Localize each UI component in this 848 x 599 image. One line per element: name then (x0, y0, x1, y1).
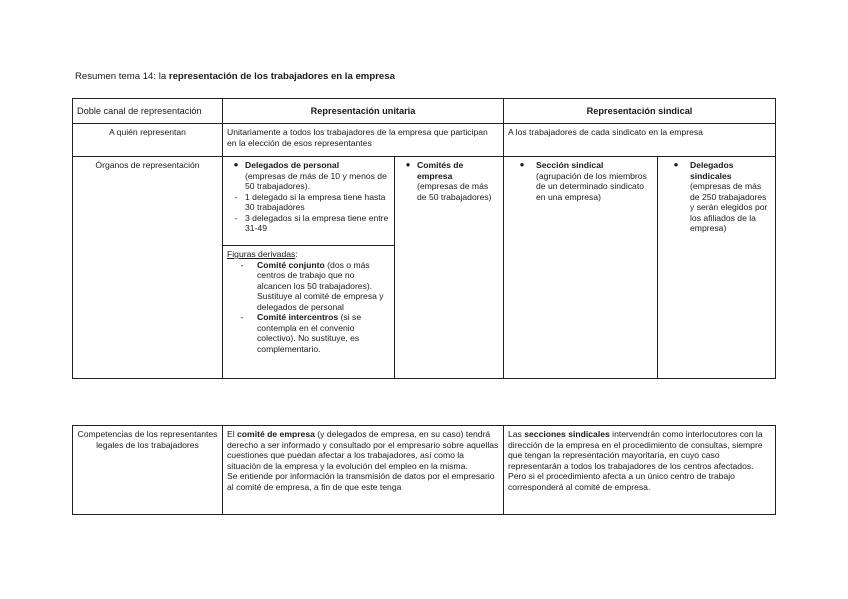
delegados-personal-subitem (227, 192, 390, 213)
comite-intercentros-item (227, 312, 390, 354)
bullet-icon: ● (405, 160, 411, 169)
representation-table (72, 98, 776, 379)
document-title (75, 71, 395, 82)
cell-competencias-unitaria: El comité de empresa (y delegados de empresa, en su caso) tendrá derecho a ser informado y consultado por el empresario sobre aquellas cuestiones que puedan afectar a los trabajadores, así como la situación de la empresa y la evolución del empleo en la misma. Se entiende por información la transmisión de datos por el empresario al comité de empresa, a fin de que este tenga (223, 426, 504, 515)
seccion-sindical-item (508, 160, 653, 202)
delegados-sindicales-item (662, 160, 771, 234)
comites-empresa-desc: (empresas de más de 50 trabajadores) (417, 181, 492, 202)
cell-quien-unitaria: Unitariamente a todos los trabajadores de la empresa que participan en la elección de esos representantes (223, 124, 504, 157)
header-row (73, 99, 776, 124)
cell-comites-empresa (395, 157, 504, 379)
comites-empresa-title: Comités de empresa (417, 160, 464, 181)
competencias-table (72, 425, 776, 515)
label-competencias: Competencias de los representantes legales de los trabajadores (73, 426, 223, 515)
comite-intercentros-desc: (si se contempla en el convenio colectivo). No sustituye, es complementario. (257, 312, 362, 354)
bullet-icon: ● (233, 160, 239, 169)
secciones-sindicales-bold: secciones sindicales (524, 429, 610, 439)
bullet-icon: ● (673, 160, 679, 169)
cell-figuras-derivadas (223, 246, 395, 379)
comite-conjunto-desc: (dos o más centros de trabajo que no alcancen los 50 trabajadores). Sustituye al comité de empresa y delegados de personal (257, 259, 384, 312)
comites-empresa-item (399, 160, 499, 202)
header-doble-canal: Doble canal de representación (73, 99, 223, 124)
cell-seccion-sindical (504, 157, 658, 379)
delegados-sub-2: 3 delegados si la empresa tiene entre 31-49 (245, 212, 389, 233)
seccion-sindical-title: Sección sindical (536, 160, 604, 170)
cell-quien-sindical: A los trabajadores de cada sindicato en la empresa (504, 124, 776, 157)
comite-conjunto-title: Comité conjunto (257, 259, 325, 270)
delegados-sindicales-desc: (empresas de más de 250 trabajadores y serán elegidos por los afiliados de la empresa) (690, 181, 768, 233)
dash-icon: - (240, 259, 244, 270)
competencias-line2: Se entiende por información la transmisión de datos por el empresario al comité de empresa, a fin de que este tenga (227, 471, 495, 492)
label-organos: Órganos de representación (73, 157, 223, 379)
dash-icon: - (234, 191, 238, 202)
delegados-sub-1: 1 delegado si la empresa tiene hasta 30 trabajadores (245, 191, 386, 212)
row-competencias (73, 426, 776, 515)
comite-conjunto-item (227, 260, 390, 313)
delegados-personal-item (227, 160, 390, 192)
dash-icon: - (240, 312, 244, 322)
figuras-derivadas-label: Figuras derivadas: (227, 249, 298, 259)
header-sindical: Representación sindical (504, 99, 776, 124)
row-quien-representan (73, 124, 776, 157)
cell-delegados-personal (223, 157, 395, 246)
delegados-personal-subitem (227, 213, 390, 234)
row-organos-1 (73, 157, 776, 246)
cell-delegados-sindicales (658, 157, 776, 379)
seccion-sindical-desc: (agrupación de los miembros de un determinado sindicato en una empresa) (536, 170, 647, 202)
title-prefix: Resumen tema 14: la (75, 71, 169, 82)
delegados-personal-desc: (empresas de más de 10 y menos de 50 trabajadores). (245, 170, 387, 191)
label-quien-representan: A quién representan (73, 124, 223, 157)
cell-competencias-sindical: Las secciones sindicales intervendrán como interlocutores con la dirección de la empresa en el procedimiento de consultas, siempre que tengan la representación mayoritaria, en cuyo caso representarán a todos los trabajadores de los centros afectados. Pero si el procedimiento afecta a un único centro de trabajo corresponderá al comité de empresa. (504, 426, 776, 515)
header-unitaria: Representación unitaria (223, 99, 504, 124)
delegados-sindicales-title: Delegados sindicales (690, 160, 734, 181)
comite-empresa-bold: comité de empresa (237, 429, 315, 439)
dash-icon: - (234, 212, 238, 223)
comite-intercentros-title: Comité intercentros (257, 312, 339, 322)
bullet-icon: ● (519, 160, 525, 169)
delegados-personal-title: Delegados de personal (245, 160, 340, 170)
title-bold: representación de los trabajadores en la empresa (168, 71, 395, 82)
